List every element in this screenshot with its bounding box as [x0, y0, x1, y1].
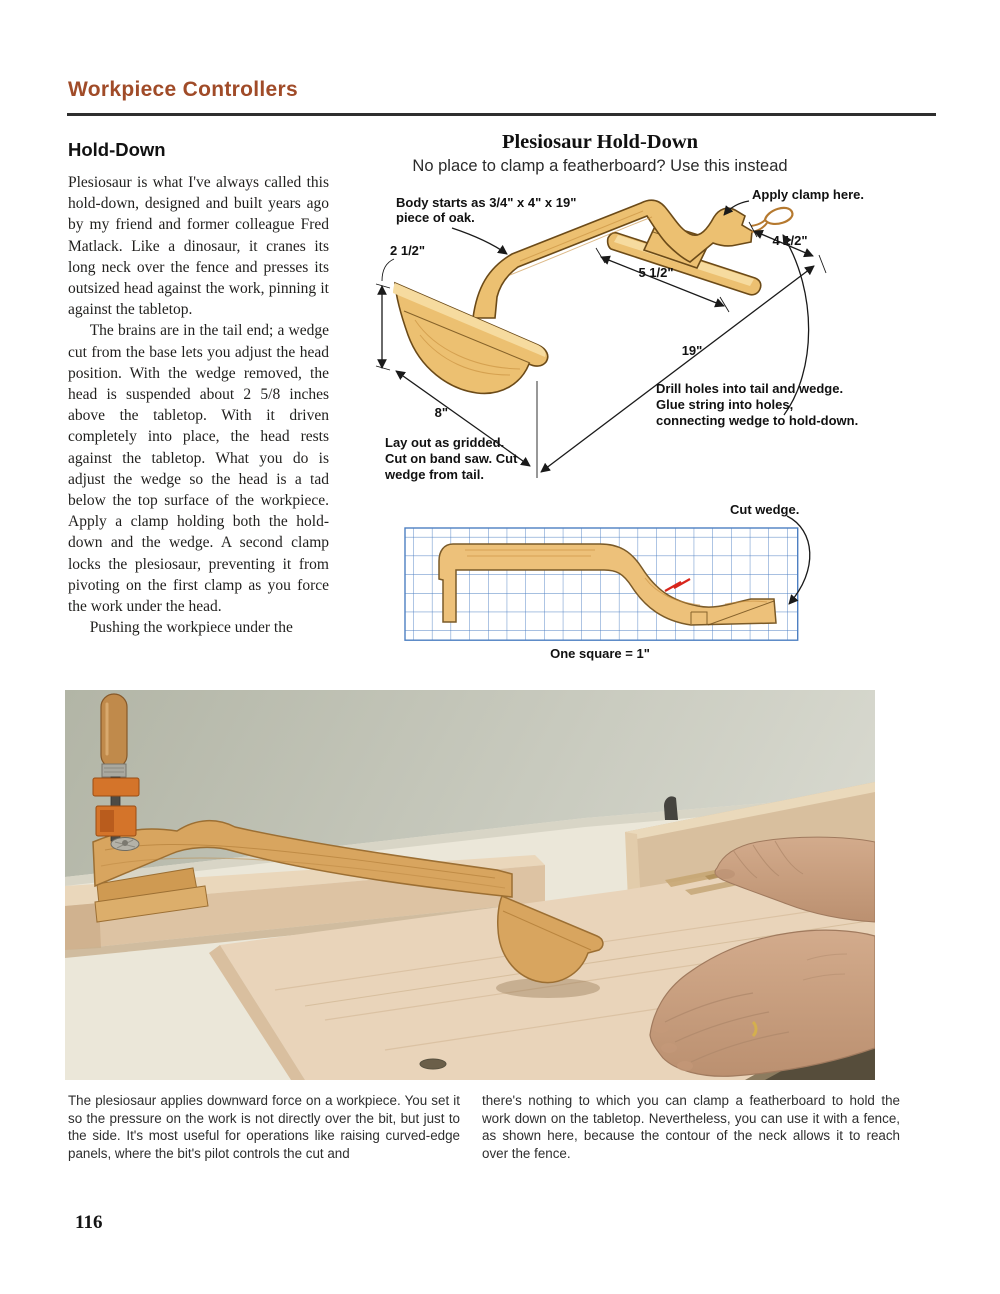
article-body	[68, 172, 329, 638]
diagram-string-loop	[751, 208, 792, 232]
callout-apply-clamp	[724, 187, 864, 215]
dimension-label: 5 1/2"	[638, 265, 674, 280]
svg-text:Lay out as gridded.: Lay out as gridded.	[385, 435, 505, 450]
callout-layout	[384, 435, 518, 482]
svg-text:Body starts as 3/4" x 4" x 19": Body starts as 3/4" x 4" x 19"	[396, 195, 577, 210]
figure-subtitle: No place to clamp a featherboard? Use this instead	[412, 157, 788, 175]
svg-text:Cut wedge.: Cut wedge.	[730, 502, 800, 517]
header-rule	[67, 113, 936, 116]
router-bit	[664, 796, 678, 820]
article-paragraph: The brains are in the tail end; a wedge cut from the base lets you adjust the head position. With the wedge removed, the head is suspended about 2 5/8 inches above the tabletop. With it driven completely into place, the head rests against the tabletop. What you do is adjust the wedge so the head is a tad below the top surface of the workpiece. Apply a clamp holding both the hold-down and the wedge. A second clamp locks the plesiosaur, preventing it from pivoting on the first clamp as you force the work under the head.	[68, 322, 329, 616]
grid-scale-label: One square = 1"	[550, 646, 650, 661]
caption-right: there's nothing to which you can clamp a featherboard to hold the work down on the tabletop. Nevertheless, you can use it with a fence, as shown here, because the contour of the neck allows it to reach over the fence.	[482, 1093, 900, 1161]
svg-text:Apply clamp here.: Apply clamp here.	[752, 187, 864, 202]
dimension-label: 8"	[434, 405, 448, 420]
section-title: Workpiece Controllers	[68, 78, 298, 101]
tabletop-hole	[420, 1059, 446, 1069]
svg-text:piece of oak.: piece of oak.	[396, 210, 475, 225]
article-paragraph: Plesiosaur is what I've always called this hold-down, designed and built years ago by my friend and former colleague Fred Matlack. Like a dinosaur, it cranes its long neck over the fence and presses its outsized head against the work, pinning it against the tabletop.	[68, 174, 329, 319]
dimension-tail	[749, 222, 813, 256]
svg-text:Cut on band saw. Cut: Cut on band saw. Cut	[385, 451, 518, 466]
svg-text:Drill holes into tail and wedg: Drill holes into tail and wedge.	[656, 381, 844, 396]
svg-text:wedge from tail.: wedge from tail.	[385, 467, 484, 482]
grid-diagram	[395, 500, 845, 670]
clamp-collar	[102, 764, 126, 777]
svg-text:connecting wedge to hold-down.: connecting wedge to hold-down.	[656, 413, 859, 428]
dimension-label: 19"	[681, 343, 703, 358]
clamp-handle	[101, 694, 127, 768]
caption-left: The plesiosaur applies downward force on a workpiece. You set it so the pressure on the work is not directly over the bit, but just to the side. It's most useful for operations like raising curved-edge panels, where the bit's pilot controls the cut and	[68, 1093, 460, 1161]
isometric-diagram	[360, 185, 940, 500]
figure-title: Plesiosaur Hold-Down	[501, 131, 699, 153]
clamp-jaw-upper	[93, 778, 139, 796]
diagram-plesiosaur-head	[393, 283, 548, 393]
svg-text:Glue string into holes,: Glue string into holes,	[656, 397, 794, 412]
dimension-label: 4 1/2"	[772, 233, 808, 248]
page-number: 116	[75, 1212, 103, 1233]
article-heading: Hold-Down	[68, 139, 166, 160]
article-paragraph: Pushing the workpiece under the	[89, 619, 293, 637]
photo-plesiosaur-in-use	[65, 690, 875, 1080]
dimension-label: 2 1/2"	[390, 243, 426, 258]
